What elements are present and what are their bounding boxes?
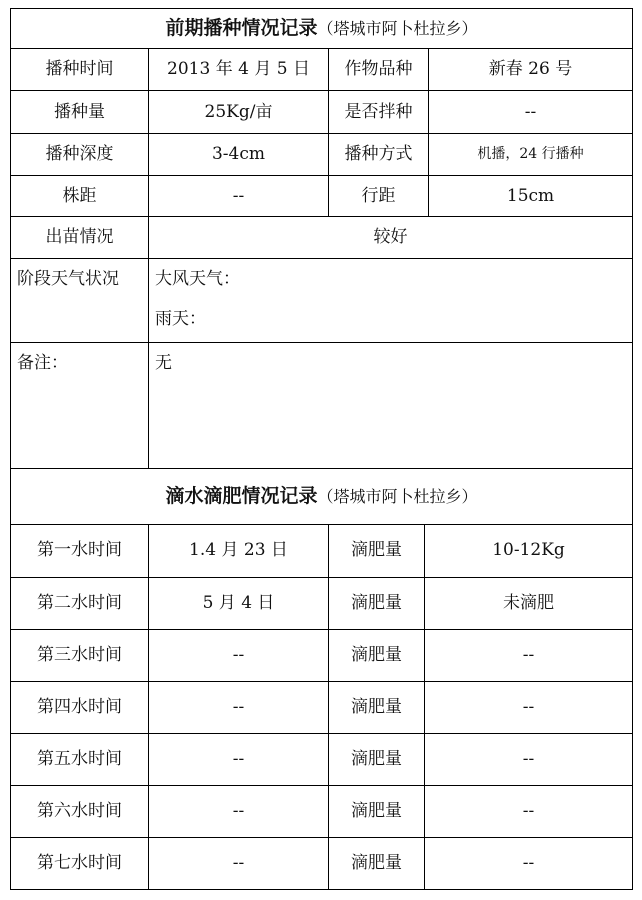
sowing-record-table	[10, 8, 633, 469]
irrigation-row	[11, 524, 633, 577]
water-time-label: 第一水时间	[11, 524, 149, 577]
irrigation-row	[11, 733, 633, 785]
plant-spacing-value: --	[149, 176, 329, 217]
irrigation-row	[11, 837, 633, 889]
weather-line-wind: 大风天气：	[155, 269, 240, 289]
water-time-value: --	[149, 629, 329, 681]
crop-variety-label: 作物品种	[329, 49, 429, 91]
fertilizer-amount-value: --	[425, 837, 633, 889]
sowing-time-value: 2013 年 4 月 5 日	[149, 49, 329, 91]
water-time-label: 第五水时间	[11, 733, 149, 785]
water-time-value: --	[149, 733, 329, 785]
row-spacing-label: 行距	[329, 176, 429, 217]
notes-value: 无	[149, 343, 633, 469]
sowing-amount-label: 播种量	[11, 91, 149, 134]
sowing-depth-value: 3-4cm	[149, 134, 329, 176]
irrigation-row	[11, 785, 633, 837]
fertilizer-amount-value: --	[425, 733, 633, 785]
fertilizer-amount-value: --	[425, 629, 633, 681]
weather-line-rain: 雨天：	[155, 309, 206, 329]
fertilizer-amount-label: 滴肥量	[329, 837, 425, 889]
sowing-method-value: 机播，24 行播种	[429, 134, 633, 176]
sowing-amount-value: 25Kg/亩	[149, 91, 329, 134]
water-time-value: --	[149, 785, 329, 837]
water-time-value: 1.4 月 23 日	[149, 524, 329, 577]
sowing-method-label: 播种方式	[329, 134, 429, 176]
row-spacing-value: 15cm	[429, 176, 633, 217]
notes-row	[11, 343, 633, 469]
sowing-row-time	[11, 49, 633, 91]
fertilizer-amount-value: --	[425, 681, 633, 733]
water-time-label: 第二水时间	[11, 577, 149, 629]
sowing-row-spacing	[11, 176, 633, 217]
emergence-row	[11, 217, 633, 259]
water-time-value: --	[149, 681, 329, 733]
sowing-row-depth	[11, 134, 633, 176]
sowing-depth-label: 播种深度	[11, 134, 149, 176]
fertilizer-amount-value: 未滴肥	[425, 577, 633, 629]
record-sheet	[10, 8, 632, 890]
fertilizer-amount-label: 滴肥量	[329, 629, 425, 681]
sowing-row-amount	[11, 91, 633, 134]
irrigation-section-title	[11, 468, 633, 524]
irrigation-row	[11, 577, 633, 629]
sowing-title-row	[11, 9, 633, 49]
water-time-label: 第七水时间	[11, 837, 149, 889]
crop-variety-value: 新春 26 号	[429, 49, 633, 91]
weather-lines	[149, 259, 633, 343]
irrigation-row	[11, 681, 633, 733]
water-time-label: 第六水时间	[11, 785, 149, 837]
fertilizer-amount-value: --	[425, 785, 633, 837]
notes-label: 备注：	[11, 343, 149, 469]
water-time-value: --	[149, 837, 329, 889]
water-time-value: 5 月 4 日	[149, 577, 329, 629]
emergence-value: 较好	[149, 217, 633, 259]
plant-spacing-label: 株距	[11, 176, 149, 217]
irrigation-title-row	[11, 468, 633, 524]
irrigation-title: 滴水滴肥情况记录	[165, 484, 318, 507]
fertilizer-amount-label: 滴肥量	[329, 681, 425, 733]
seed-dressing-value: --	[429, 91, 633, 134]
sowing-time-label: 播种时间	[11, 49, 149, 91]
weather-row	[11, 259, 633, 343]
sowing-section-title	[11, 9, 633, 49]
irrigation-record-table	[10, 468, 633, 890]
fertilizer-amount-value: 10-12Kg	[425, 524, 633, 577]
seed-dressing-label: 是否拌种	[329, 91, 429, 134]
irrigation-row	[11, 629, 633, 681]
fertilizer-amount-label: 滴肥量	[329, 577, 425, 629]
sowing-title: 前期播种情况记录	[165, 17, 318, 40]
emergence-label: 出苗情况	[11, 217, 149, 259]
fertilizer-amount-label: 滴肥量	[329, 733, 425, 785]
weather-label: 阶段天气状况	[11, 259, 149, 343]
fertilizer-amount-label: 滴肥量	[329, 785, 425, 837]
water-time-label: 第四水时间	[11, 681, 149, 733]
fertilizer-amount-label: 滴肥量	[329, 524, 425, 577]
water-time-label: 第三水时间	[11, 629, 149, 681]
irrigation-location: （塔城市阿卜杜拉乡）	[317, 486, 478, 506]
sowing-location: （塔城市阿卜杜拉乡）	[317, 19, 478, 39]
